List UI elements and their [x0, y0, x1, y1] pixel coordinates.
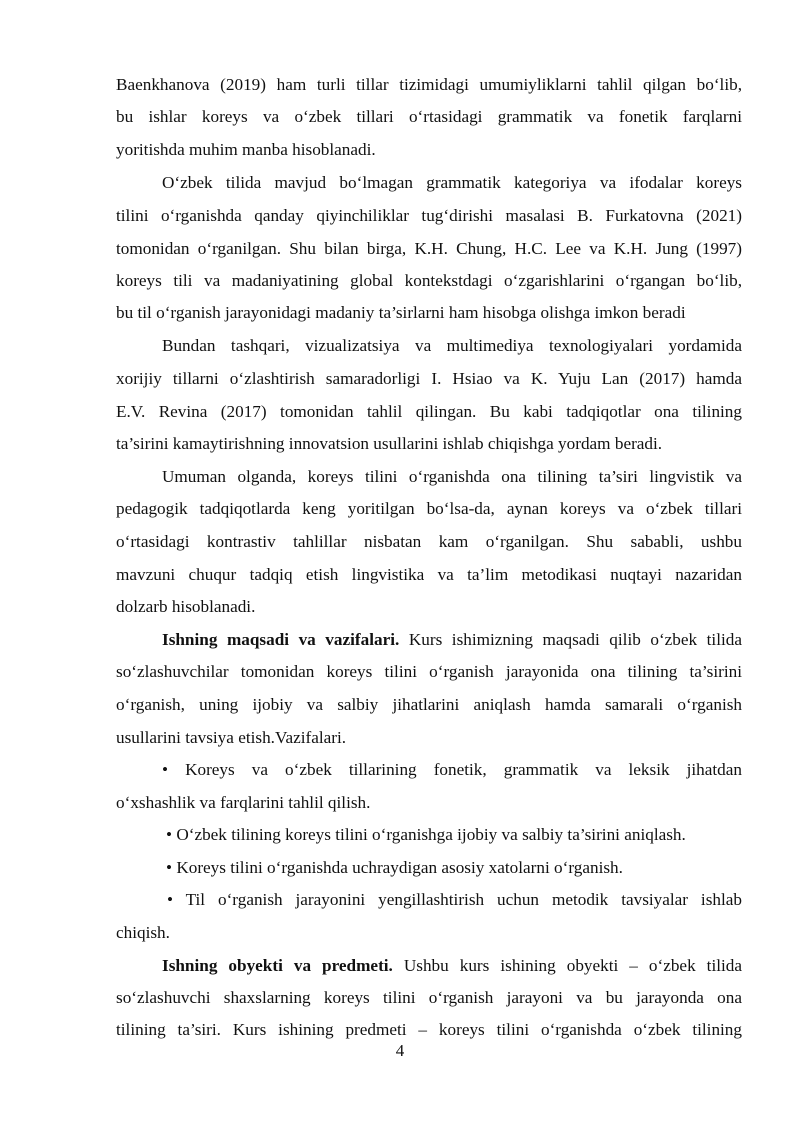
text-line: koreys tili va madaniyatining global kontekstdagi o‘zgarishlarini o‘rgangan bo‘lib, [116, 271, 742, 290]
text-line: tilini o‘rganishda qanday qiyinchiliklar tug‘dirishi masalasi B. Furkatovna (2021) [116, 206, 742, 225]
section-heading-goals: Ishning maqsadi va vazifalari. [162, 630, 400, 649]
text-line: tomonidan o‘rganilgan. Shu bilan birga, K.H. Chung, H.C. Lee va K.H. Jung (1997) [116, 239, 742, 258]
text-line: bu til o‘rganish jarayonidagi madaniy ta’sirlarni ham hisobga olishga imkon beradi [116, 303, 686, 322]
text-line: Baenkhanova (2019) ham turli tillar tizimidagi umumiyliklarni tahlil qilgan bo‘lib, [116, 75, 742, 94]
text-line: o‘rtasidagi kontrastiv tahlillar nisbatan kam o‘rganilgan. Shu sababli, ushbu [116, 532, 742, 551]
text-line: Umuman olganda, koreys tilini o‘rganishda ona tilining ta’siri lingvistik va [162, 467, 742, 486]
text-line: o‘rganish, uning ijobiy va salbiy jihatlarini aniqlash hamda samarali o‘rganish [116, 695, 742, 714]
text-line: Bundan tashqari, vizualizatsiya va multimediya texnologiyalari yordamida [162, 336, 742, 355]
list-item: • Koreys tilini o‘rganishda uchraydigan asosiy xatolarni o‘rganish. [166, 858, 623, 877]
text-line: ta’sirini kamaytirishning innovatsion usullarini ishlab chiqishga yordam beradi. [116, 434, 663, 453]
list-item: • Koreys va o‘zbek tillarining fonetik, grammatik va leksik jihatdan [162, 760, 742, 779]
text-line: dolzarb hisoblanadi. [116, 597, 256, 616]
text-line: yoritishda muhim manba hisoblanadi. [116, 140, 376, 159]
text-line: tilining ta’siri. Kurs ishining predmeti – koreys tilini o‘rganishda o‘zbek tilining [116, 1020, 742, 1039]
text-span: Kurs ishimizning maqsadi qilib o‘zbek tilida [399, 630, 742, 649]
text-line: o‘xshashlik va farqlarini tahlil qilish. [116, 793, 371, 812]
text-line: bu ishlar koreys va o‘zbek tillari o‘rtasidagi grammatik va fonetik farqlarni [116, 107, 742, 126]
text-line: mavzuni chuqur tadqiq etish lingvistika va ta’lim metodikasi nuqtayi nazaridan [116, 565, 742, 584]
text-span: Ushbu kurs ishining obyekti – o‘zbek tilida [392, 956, 742, 975]
section-line [162, 955, 742, 977]
section-line [162, 629, 742, 651]
text-line: so‘zlashuvchi shaxslarning koreys tilini o‘rganish jarayoni va bu jarayonda ona [116, 988, 742, 1007]
text-line: E.V. Revina (2017) tomonidan tahlil qilingan. Bu kabi tadqiqotlar ona tilining [116, 402, 742, 421]
text-line: chiqish. [116, 923, 170, 942]
text-line: O‘zbek tilida mavjud bo‘lmagan grammatik kategoriya va ifodalar koreys [162, 173, 742, 192]
section-heading-object: Ishning obyekti va predmeti. [162, 956, 393, 975]
text-line: pedagogik tadqiqotlarda keng yoritilgan bo‘lsa-da, aynan koreys va o‘zbek tillari [116, 499, 742, 518]
list-item: • Til o‘rganish jarayonini yengillashtirish uchun metodik tavsiyalar ishlab [167, 890, 742, 909]
text-line: xorijiy tillarni o‘zlashtirish samaradorligi I. Hsiao va K. Yuju Lan (2017) hamda [116, 369, 742, 388]
text-line: so‘zlashuvchilar tomonidan koreys tilini o‘rganish jarayonida ona tilining ta’sirini [116, 662, 742, 681]
page-number: 4 [395, 1041, 405, 1060]
list-item: • O‘zbek tilining koreys tilini o‘rganishga ijobiy va salbiy ta’sirini aniqlash. [166, 825, 686, 844]
text-line: usullarini tavsiya etish.Vazifalari. [116, 728, 347, 747]
